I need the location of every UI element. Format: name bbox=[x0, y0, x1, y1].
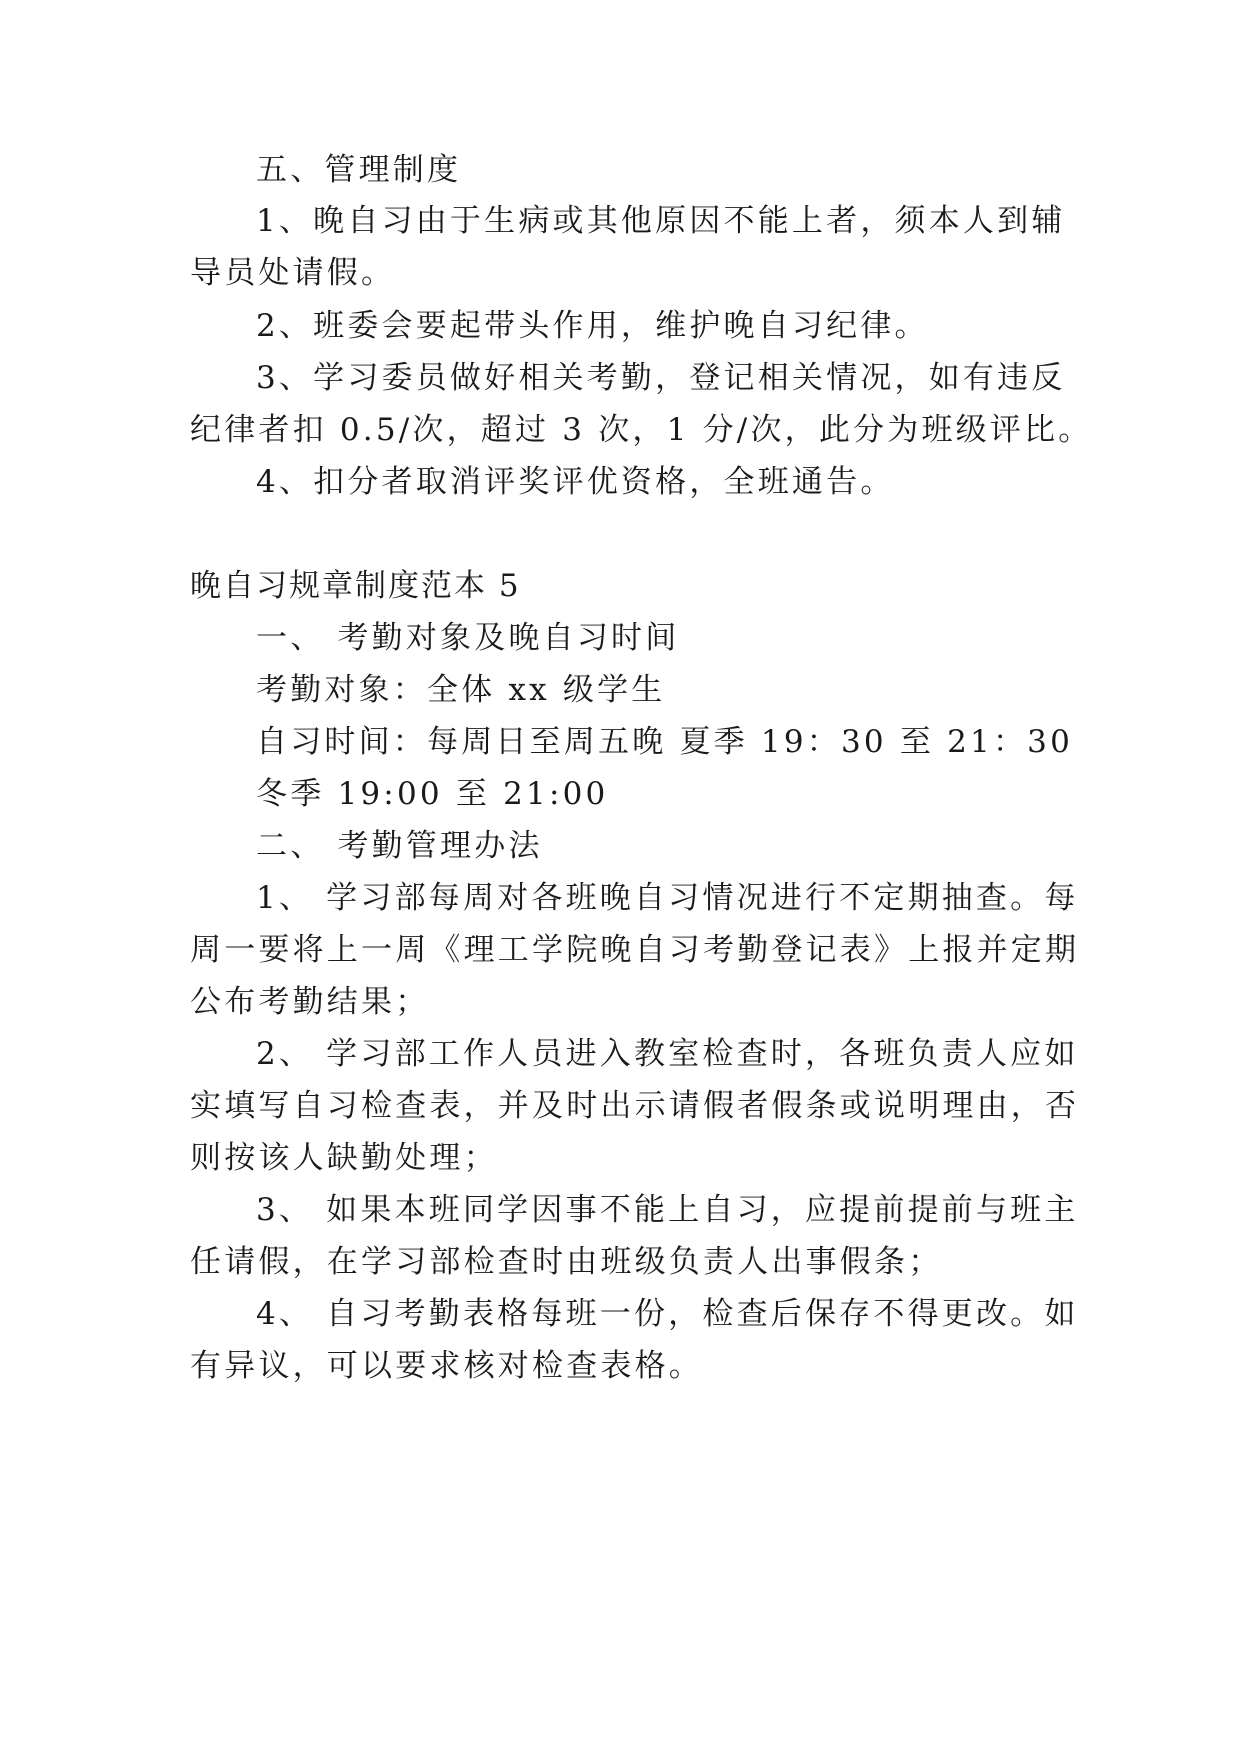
section-heading: 一、 考勤对象及晚自习时间 bbox=[256, 620, 680, 656]
paragraph-line: 公布考勤结果； bbox=[190, 984, 430, 1020]
paragraph-line: 则按该人缺勤处理； bbox=[190, 1140, 498, 1176]
paragraph-line: 实填写自习检查表，并及时出示请假者假条或说明理由，否 bbox=[190, 1088, 1080, 1124]
paragraph-line: 4、 自习考勤表格每班一份，检查后保存不得更改。如 bbox=[256, 1296, 1079, 1332]
document-title: 晚自习规章制度范本 5 bbox=[190, 568, 521, 604]
paragraph-line: 3、 如果本班同学因事不能上自习，应提前提前与班主 bbox=[256, 1192, 1079, 1228]
paragraph-line: 1、晚自习由于生病或其他原因不能上者，须本人到辅 bbox=[256, 203, 1066, 239]
paragraph-line: 自习时间：每周日至周五晚 夏季 19：30 至 21：30 bbox=[256, 724, 1073, 760]
paragraph-line: 任请假，在学习部检查时由班级负责人出事假条； bbox=[190, 1244, 943, 1280]
paragraph-line: 周一要将上一周《理工学院晚自习考勤登记表》上报并定期 bbox=[190, 932, 1080, 968]
paragraph-line: 纪律者扣 0.5/次，超过 3 次，1 分/次，此分为班级评比。 bbox=[190, 412, 1093, 448]
paragraph-line: 3、学习委员做好相关考勤，登记相关情况，如有违反 bbox=[256, 360, 1066, 396]
paragraph-line: 4、扣分者取消评奖评优资格，全班通告。 bbox=[256, 464, 895, 500]
section-heading: 五、管理制度 bbox=[256, 152, 462, 188]
paragraph-line: 1、 学习部每周对各班晚自习情况进行不定期抽查。每 bbox=[256, 880, 1079, 916]
paragraph-line: 导员处请假。 bbox=[190, 255, 396, 291]
paragraph-line: 2、班委会要起带头作用，维护晚自习纪律。 bbox=[256, 308, 929, 344]
paragraph-line: 2、 学习部工作人员进入教室检查时，各班负责人应如 bbox=[256, 1036, 1079, 1072]
paragraph-line: 有异议，可以要求核对检查表格。 bbox=[190, 1348, 703, 1384]
paragraph-line: 考勤对象：全体 xx 级学生 bbox=[256, 672, 666, 708]
paragraph-line: 冬季 19:00 至 21:00 bbox=[256, 776, 609, 812]
section-heading: 二、 考勤管理办法 bbox=[256, 828, 543, 864]
